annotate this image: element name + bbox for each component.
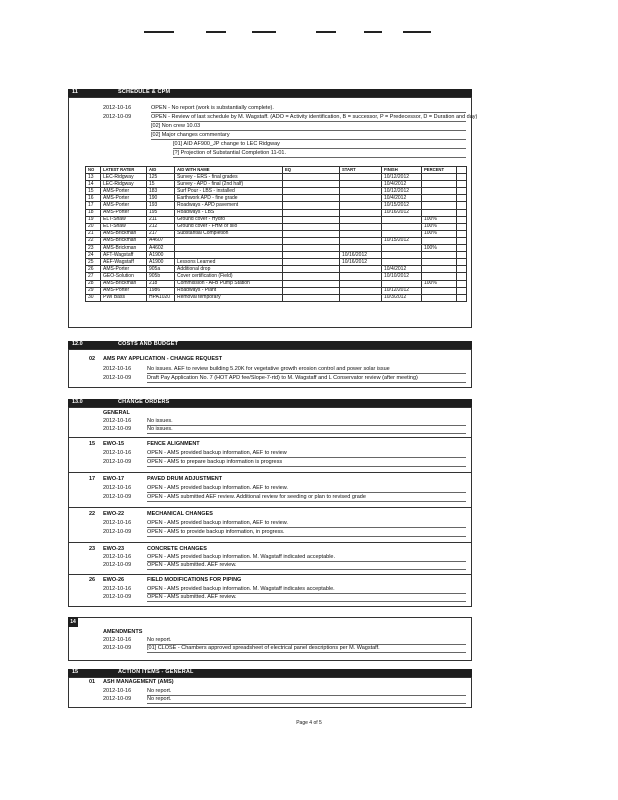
table-cell [340,223,382,230]
table-cell-spare [457,252,467,259]
note-date: 2012-10-16 [103,586,132,592]
table-cell-spare [457,167,467,174]
table-cell: 218 [147,280,175,287]
table-cell [382,259,422,266]
table-cell-spare [457,259,467,266]
table-cell: 15 [86,188,101,195]
header-underlines [0,31,618,35]
note-text: No issues. AEF to review building 5.20K for vegetative growth erosion control and power solar issue [147,366,390,372]
table-cell: Commission - AFB Pump Station [175,280,283,287]
table-cell: AMS-Porter [101,202,147,209]
table-cell [283,287,340,294]
table-cell-spare [457,237,467,244]
table-cell: 26 [86,266,101,273]
page-footer: Page 4 of 5 [296,720,322,726]
table-cell [422,202,457,209]
table-cell [340,273,382,280]
table-cell [422,287,457,294]
note-date: 2012-10-16 [103,418,132,424]
table-cell: 10/4/2012 [382,181,422,188]
item-title: MECHANICAL CHANGES [147,511,213,517]
note-date: 2012-10-16 [103,105,132,111]
table-cell: 10/10/2012 [382,273,422,280]
note-date: 2012-10-16 [103,366,132,372]
table-cell: 23 [86,245,101,252]
table-cell-spare [457,294,467,301]
table-cell [283,237,340,244]
table-row [86,252,467,259]
item-code: EWO-15 [103,441,125,447]
table-cell [382,223,422,230]
table-cell [340,237,382,244]
table-cell [283,273,340,280]
table-row [86,202,467,209]
table-row [86,287,467,294]
item-code: EWO-17 [103,476,125,482]
table-cell: 29 [86,287,101,294]
table-cell [175,237,283,244]
table-cell: 100% [422,280,457,287]
table-row [86,188,467,195]
table-cell: Removal temporary [175,294,283,301]
sub-note: [02] Major changes commentary [151,132,230,138]
table-cell: AMS-Porter [101,287,147,294]
table-cell: A1900 [147,252,175,259]
table-cell: Ground cover - FHM or silo [175,223,283,230]
table-cell [283,202,340,209]
table-cell: ELT-Shaw [101,216,147,223]
table-cell: 190 [147,195,175,202]
table-cell [283,209,340,216]
table-cell-spare [457,174,467,181]
table-cell [422,237,457,244]
note-date: 2012-10-09 [103,696,132,702]
table-cell [422,174,457,181]
table-cell: GEO-Solution [101,273,147,280]
table-row [86,237,467,244]
table-cell [422,195,457,202]
item-number: 26 [89,577,96,583]
table-cell [175,245,283,252]
item-code: EWO-22 [103,511,125,517]
table-cell-spare [457,280,467,287]
table-row [86,280,467,287]
note-text: No issues. [147,426,173,432]
table-cell: LEC-Ridgway [101,181,147,188]
section-title: COSTS AND BUDGET [118,341,179,348]
table-cell: LEC-Ridgway [101,174,147,181]
table-cell-spare [457,202,467,209]
table-cell-spare [457,223,467,230]
table-cell-spare [457,230,467,237]
table-header-cell: LATEST RATER [101,167,147,174]
table-cell: 100% [422,223,457,230]
table-cell: 21 [86,230,101,237]
table-cell [422,188,457,195]
table-cell: 100% [422,245,457,252]
table-cell [283,280,340,287]
table-cell: 25 [86,259,101,266]
section-number: 13.0 [72,399,83,406]
table-cell: 10/4/2012 [382,266,422,273]
table-header-cell: START [340,167,382,174]
table-header-cell: NO [86,167,101,174]
note-date: 2012-10-09 [103,562,132,568]
table-cell [283,188,340,195]
table-cell [340,209,382,216]
table-row [86,174,467,181]
table-cell: 19 [86,216,101,223]
table-cell [283,266,340,273]
section-bar-change-orders [68,399,472,407]
table-cell: A4602 [147,245,175,252]
table-cell: 30 [86,294,101,301]
table-cell: ELT-Shaw [101,223,147,230]
table-cell: Earthwork APD - fine grade [175,195,283,202]
table-cell: Survey - ERS - final grades [175,174,283,181]
note-text: OPEN - AMS provided backup information, AEF to review [147,450,287,456]
note-date: 2012-10-16 [103,520,132,526]
table-cell-spare [457,195,467,202]
table-cell [340,294,382,301]
table-cell: 14 [86,181,101,188]
table-cell: AMS-Brickman [101,230,147,237]
note-date: 2012-10-09 [103,375,132,381]
note-date: 2012-10-16 [103,688,132,694]
table-cell: 10/15/2012 [382,237,422,244]
general-label: GENERAL [103,410,130,416]
note-date: 2012-10-09 [103,645,132,651]
table-cell-spare [457,273,467,280]
table-row [86,245,467,252]
schedule-table [85,166,467,302]
table-cell: 10/4/2012 [382,195,422,202]
note-text: OPEN - Review of last schedule by M. Wagstaff. (ADO = Activity identification, B = successor, P = Predecessor, D = Duration and day) [151,114,478,120]
item-title: FENCE ALIGNMENT [147,441,200,447]
table-cell: 10/16/2012 [340,252,382,259]
note-date: 2012-10-16 [103,450,132,456]
table-cell [340,287,382,294]
table-cell: AMS-Porter [101,266,147,273]
table-cell: Cover certification (Field) [175,273,283,280]
table-cell: 100% [422,216,457,223]
table-cell [340,245,382,252]
table-cell: 28 [86,280,101,287]
table-cell [283,174,340,181]
table-cell-spare [457,209,467,216]
note-date: 2012-10-09 [103,114,132,120]
table-cell [422,273,457,280]
note-text: No report. [147,688,172,694]
table-cell [382,252,422,259]
table-cell [283,294,340,301]
item-title: PAVED DRUM ADJUSTMENT [147,476,223,482]
table-cell: 212 [147,223,175,230]
table-cell [422,181,457,188]
table-cell: Roadways - APD pavement [175,202,283,209]
table-cell [340,266,382,273]
table-cell: A1900 [147,259,175,266]
table-cell: 13 [86,174,101,181]
table-cell: 10/3/2012 [382,294,422,301]
table-cell [340,188,382,195]
table-cell [422,266,457,273]
table-cell [283,216,340,223]
table-row [86,230,467,237]
table-cell-spare [457,216,467,223]
item-code: EWO-26 [103,577,125,583]
table-cell: 20 [86,223,101,230]
table-cell [340,195,382,202]
table-cell: 100% [422,230,457,237]
note-text: OPEN - No report (work is substantially complete). [151,105,274,111]
table-cell [422,294,457,301]
table-row [86,195,467,202]
table-cell: AMS-Brickman [101,237,147,244]
table-cell-spare [457,181,467,188]
note-text: OPEN - AMS submitted. AEF review. [147,594,237,600]
sub-note: [02] Non crew 10.03 [151,123,201,129]
table-cell: Additional drop [175,266,283,273]
table-cell [283,223,340,230]
table-cell [283,245,340,252]
table-cell [382,245,422,252]
table-cell: 10/12/2012 [382,174,422,181]
table-row [86,259,467,266]
table-cell [422,209,457,216]
note-date: 2012-10-09 [103,426,132,432]
note-text: Draft Pay Application No. 7 (HOT APD fee/Slope-7-rtd) to M. Wagstaff and L Conservator review (after meeting) [147,375,418,381]
table-cell: AFT-Wagstaff [101,252,147,259]
item-number: 23 [89,546,96,552]
table-cell: 125 [147,174,175,181]
table-header-cell: PERCENT [422,167,457,174]
table-cell: 10/15/2012 [382,202,422,209]
table-cell: 17 [86,202,101,209]
table-cell [340,181,382,188]
table-cell: 1986 [147,287,175,294]
table-cell: 10/16/2012 [340,259,382,266]
item-code: EWO-23 [103,546,125,552]
table-row [86,181,467,188]
table-cell [340,230,382,237]
table-cell: A4607 [147,237,175,244]
table-cell: 18 [86,209,101,216]
section-number: 11 [72,89,78,96]
item-number: 02 [89,356,96,362]
item-title: AMS PAY APPLICATION - CHANGE REQUEST [103,356,223,362]
table-cell: 905b [147,273,175,280]
item-title: FIELD MODIFICATIONS FOR PIPING [147,577,242,583]
table-cell-spare [457,245,467,252]
table-cell: 10/12/2012 [382,188,422,195]
table-cell: AMS-Porter [101,209,147,216]
item-number: 15 [89,441,96,447]
section-number: 12.0 [72,341,83,348]
table-cell: 211 [147,216,175,223]
table-cell: 217 [147,230,175,237]
note-text: OPEN - AMS provided backup information, AEF to review. [147,520,288,526]
note-text: OPEN - AMS to prepare backup information is progress [147,459,283,465]
table-cell: 10/16/2012 [382,209,422,216]
table-cell: 16 [86,195,101,202]
table-cell: Substantial Completion [175,230,283,237]
section-title: SCHEDULE & CPM [118,89,171,96]
table-header-cell: FINISH [382,167,422,174]
table-cell: Survey - APD - final (2nd half) [175,181,283,188]
table-cell: AEF-Wagstaff [101,259,147,266]
note-date: 2012-10-16 [103,485,132,491]
section-number: 15 [72,669,79,676]
section-title: CHANGE ORDERS [118,399,170,406]
table-cell: AMS-Brickman [101,280,147,287]
table-cell-spare [457,266,467,273]
table-cell [340,202,382,209]
note-date: 2012-10-09 [103,459,132,465]
table-cell: AMS-Porter [101,195,147,202]
item-number: 01 [89,679,96,685]
table-cell: 22 [86,237,101,244]
section-bar-costs [68,341,472,349]
table-cell [340,216,382,223]
table-cell [340,174,382,181]
table-cell [422,252,457,259]
note-date: 2012-10-09 [103,529,132,535]
table-row [86,209,467,216]
note-date: 2012-10-16 [103,554,132,560]
table-cell: 15 [147,181,175,188]
note-date: 2012-10-09 [103,594,132,600]
note-text: No report. [147,637,172,643]
table-cell: 195 [147,209,175,216]
table-row [86,223,467,230]
table-cell [175,252,283,259]
table-header-cell: AID WITH NAME [175,167,283,174]
table-header-row [86,167,467,174]
note-text: OPEN - AMS submitted. AEF review. [147,562,237,568]
item-number: 17 [89,476,96,482]
item-title: CONCRETE CHANGES [147,546,207,552]
sub-note: [01] AID AF900_JP change to LEC Ridgway [173,141,280,147]
table-cell-spare [457,188,467,195]
note-date: 2012-10-09 [103,494,132,500]
table-cell [283,195,340,202]
note-text: No issues. [147,418,173,424]
item-title: AMENDMENTS [103,629,143,635]
section-title: ACTION ITEMS - GENERAL [118,669,194,676]
table-cell [422,259,457,266]
note-text: OPEN - AMS provided backup information. AEF to review. [147,485,288,491]
table-cell: Surf Pour - LBS - installed [175,188,283,195]
note-text: No report. [147,696,172,702]
table-cell: HPA1020 [147,294,175,301]
table-row [86,294,467,301]
note-date: 2012-10-16 [103,637,132,643]
table-cell: Lessons Learned [175,259,283,266]
table-cell: 183 [147,188,175,195]
section-bar-action-items [68,669,472,677]
section-number: 14 [68,617,78,627]
table-row [86,266,467,273]
table-cell [382,216,422,223]
table-cell: 27 [86,273,101,280]
table-cell: AMS-Porter [101,188,147,195]
table-cell: 905a [147,266,175,273]
note-text: OPEN - AMS provided backup information. M. Wagstaff indicated acceptable. [147,554,336,560]
item-title: ASH MANAGEMENT (AMS) [103,679,174,685]
table-cell [382,230,422,237]
table-header-cell: AID [147,167,175,174]
table-row [86,273,467,280]
table-cell [283,252,340,259]
table-cell: AMS-Brickman [101,245,147,252]
table-cell: 193 [147,202,175,209]
table-header-cell: EQ [283,167,340,174]
table-cell: Roadways - LBS [175,209,283,216]
sub-note: [?] Projection of Substantial Completion 11-01. [173,150,287,156]
table-cell [283,259,340,266]
note-text: OPEN - AMS to provide backup information, in progress. [147,529,285,535]
table-cell: 10/12/2012 [382,287,422,294]
table-cell [382,280,422,287]
item-number: 22 [89,511,96,517]
table-row [86,216,467,223]
table-cell [340,280,382,287]
note-text: OPEN - AMS submitted AEF review. Additional review for seeding or plan to revised grade [147,494,366,500]
note-text: [01] CLOSE - Chambers approved spreadsheet of electrical panel descriptions per M. Wagstaff. [147,645,380,651]
note-text: OPEN - AMS provided backup information. M. Wagstaff indicates acceptable. [147,586,335,592]
table-cell: Ground cover - Hydro [175,216,283,223]
section-bar-schedule [68,89,472,97]
table-cell [283,181,340,188]
table-cell: 24 [86,252,101,259]
table-cell: Roadways - Plant [175,287,283,294]
table-cell [283,230,340,237]
table-cell-spare [457,287,467,294]
table-cell: PWI Bass [101,294,147,301]
